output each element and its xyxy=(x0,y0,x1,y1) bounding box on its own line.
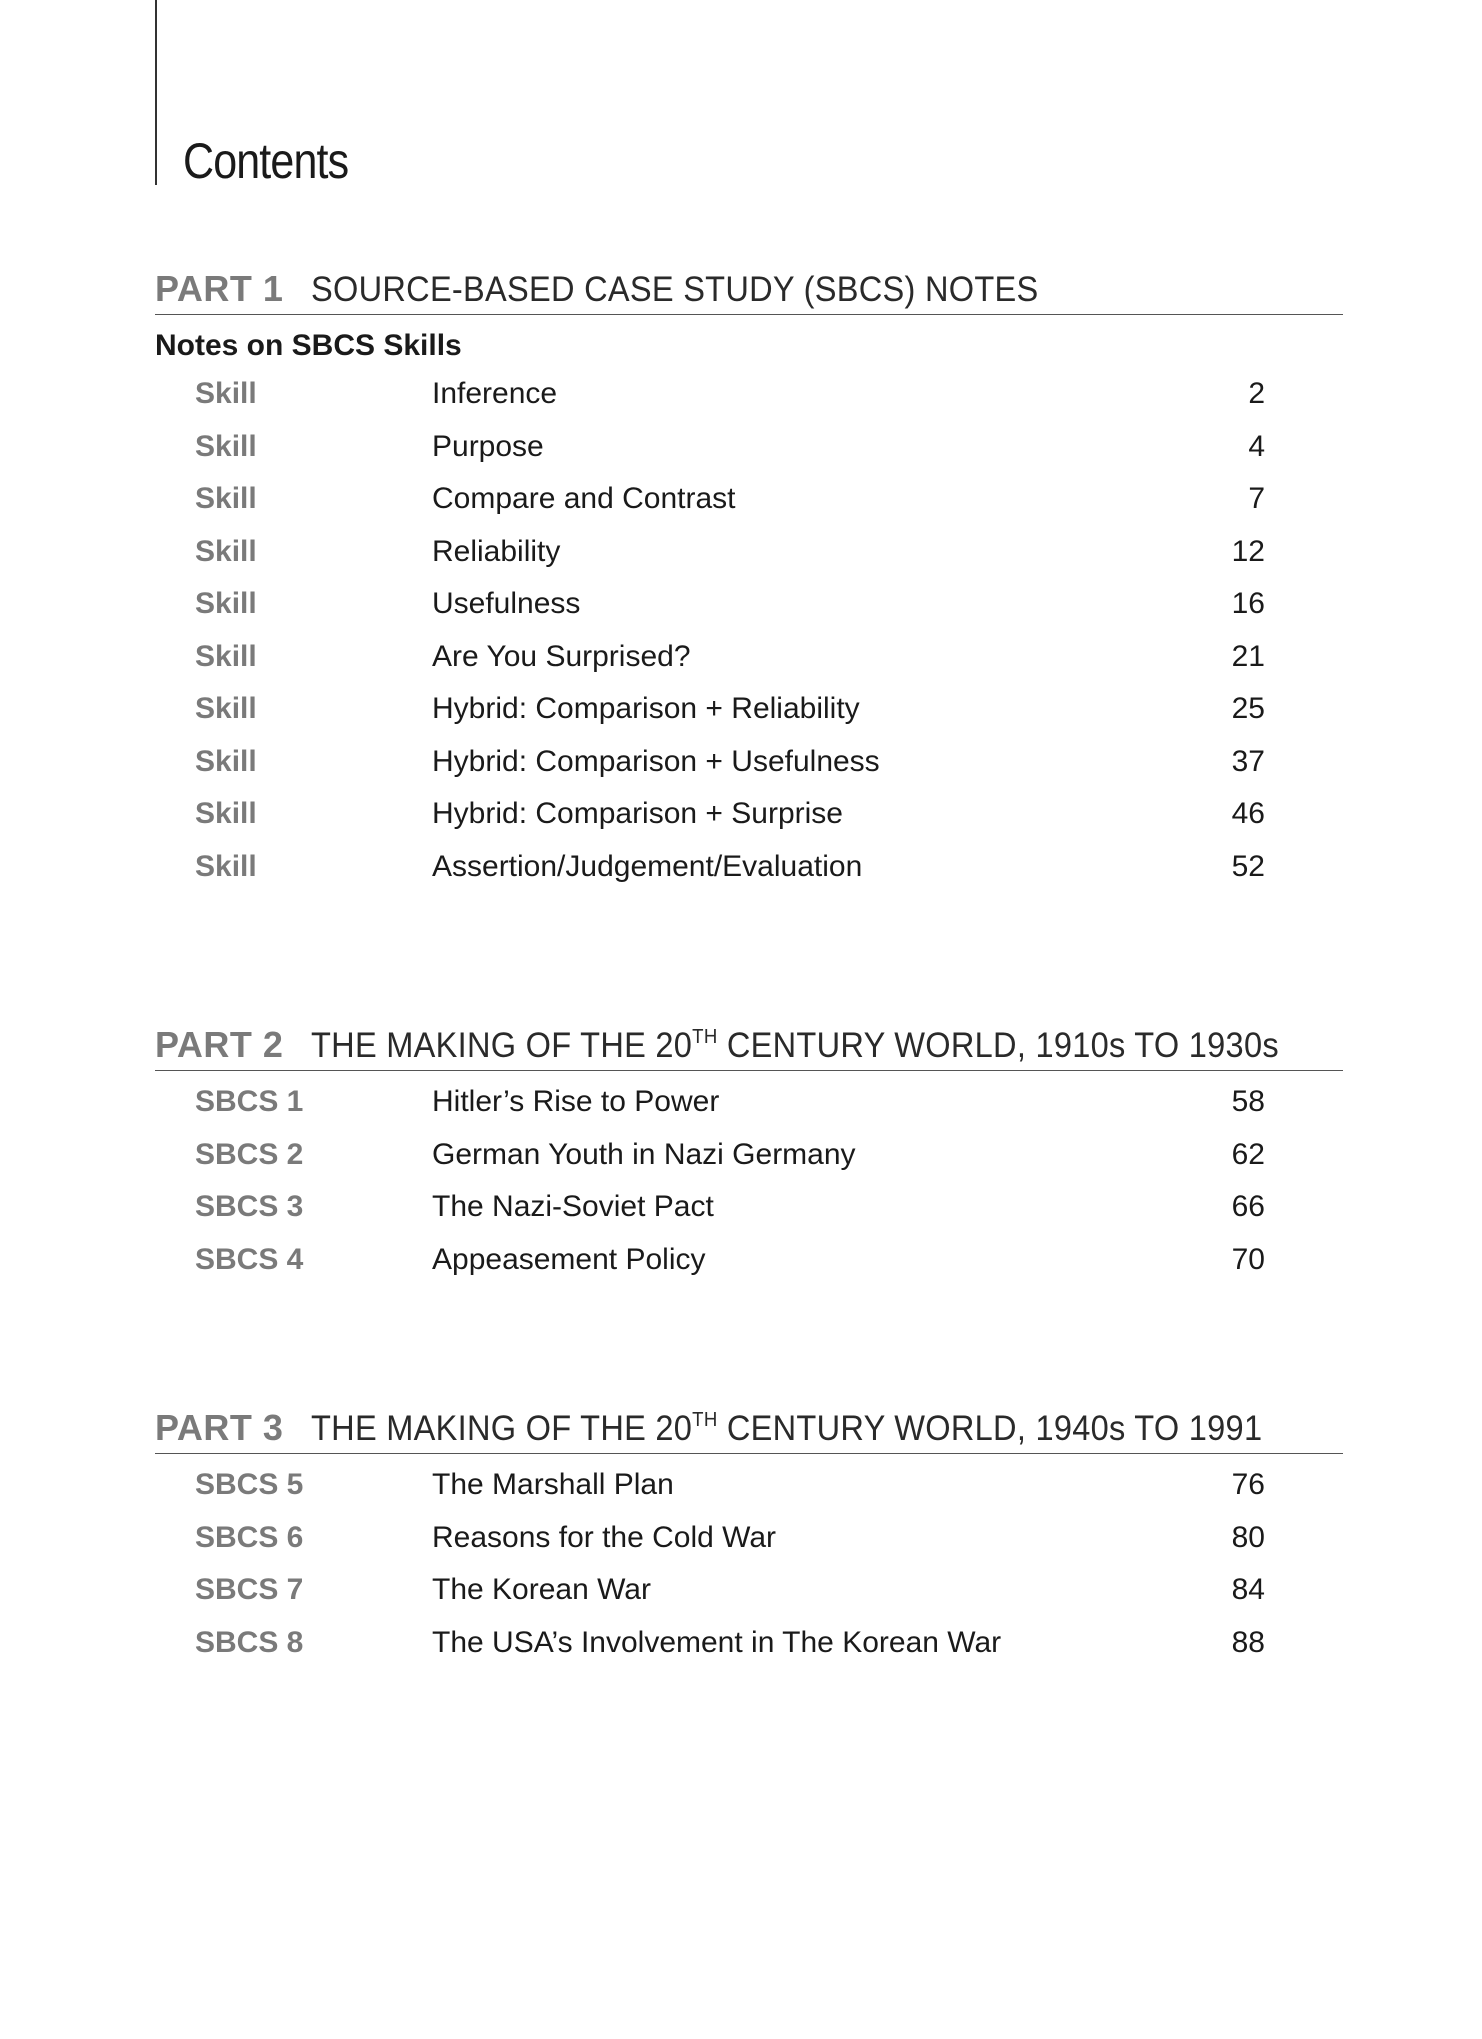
entry-kind: Skill xyxy=(195,534,257,568)
entry-title: Hybrid: Comparison + Reliability xyxy=(432,692,860,725)
section-subheading: Notes on SBCS Skills xyxy=(155,329,462,362)
entry-title: Hybrid: Comparison + Usefulness xyxy=(432,744,880,778)
entry-title: Reasons for the Cold War xyxy=(432,1520,777,1554)
toc-entry[interactable] xyxy=(155,692,1343,745)
toc-entry[interactable] xyxy=(155,1468,1343,1521)
entry-page-number: 2 xyxy=(1248,377,1265,410)
entry-page-number: 88 xyxy=(1231,1625,1265,1659)
part-1 xyxy=(155,268,1343,902)
entry-title: The USA’s Involvement in The Korean War xyxy=(432,1625,1002,1659)
entry-list xyxy=(155,1085,1343,1295)
toc-entry[interactable] xyxy=(155,587,1343,640)
entry-title: Usefulness xyxy=(432,587,581,620)
entry-kind: Skill xyxy=(195,744,257,778)
part-title: SOURCE-BASED CASE STUDY (SBCS) NOTES xyxy=(311,270,1039,309)
toc-entry[interactable] xyxy=(155,1138,1343,1191)
part-2 xyxy=(155,1024,1343,1295)
entry-kind: Skill xyxy=(195,377,257,410)
toc-entry[interactable] xyxy=(155,1085,1343,1138)
toc-entry[interactable] xyxy=(155,797,1343,850)
entry-kind: SBCS 2 xyxy=(195,1137,304,1171)
entry-title: Inference xyxy=(432,377,558,410)
entry-kind: SBCS 3 xyxy=(195,1190,304,1223)
entry-page-number: 80 xyxy=(1231,1520,1265,1554)
entry-page-number: 66 xyxy=(1231,1190,1265,1223)
toc-entry[interactable] xyxy=(155,1573,1343,1626)
entry-page-number: 37 xyxy=(1231,744,1265,778)
entry-kind: SBCS 7 xyxy=(195,1573,304,1606)
part-label: PART 3 xyxy=(155,1407,284,1448)
toc-entry[interactable] xyxy=(155,745,1343,798)
part-title: THE MAKING OF THE 20TH CENTURY WORLD, 1940s TO 1991 xyxy=(311,1409,1263,1448)
entry-kind: Skill xyxy=(195,797,257,830)
entry-page-number: 62 xyxy=(1231,1137,1265,1171)
entry-title: The Marshall Plan xyxy=(432,1468,674,1501)
entry-page-number: 16 xyxy=(1231,587,1265,620)
entry-title: The Nazi-Soviet Pact xyxy=(432,1190,714,1223)
entry-page-number: 76 xyxy=(1231,1468,1265,1501)
entry-page-number: 46 xyxy=(1231,797,1265,830)
entry-kind: Skill xyxy=(195,482,257,515)
toc-entry[interactable] xyxy=(155,1521,1343,1574)
toc-entry[interactable] xyxy=(155,535,1343,588)
entry-title: Are You Surprised? xyxy=(432,639,691,673)
entry-page-number: 25 xyxy=(1231,692,1265,725)
toc-entry[interactable] xyxy=(155,482,1343,535)
part-label: PART 1 xyxy=(155,268,284,309)
entry-kind: SBCS 8 xyxy=(195,1625,304,1659)
part-heading xyxy=(155,1024,1343,1071)
entry-page-number: 70 xyxy=(1231,1242,1265,1276)
part-3 xyxy=(155,1407,1343,1678)
entry-page-number: 21 xyxy=(1231,639,1265,673)
part-heading xyxy=(155,268,1343,315)
entry-kind: SBCS 5 xyxy=(195,1468,304,1501)
entry-kind: SBCS 6 xyxy=(195,1520,304,1554)
entry-kind: SBCS 4 xyxy=(195,1242,304,1276)
entry-title: Reliability xyxy=(432,534,561,568)
part-title: THE MAKING OF THE 20TH CENTURY WORLD, 1910s TO 1930s xyxy=(311,1026,1279,1065)
entry-kind: Skill xyxy=(195,692,257,725)
toc-entry[interactable] xyxy=(155,1243,1343,1296)
entry-title: Hitler’s Rise to Power xyxy=(432,1085,720,1118)
entry-title: Purpose xyxy=(432,429,544,463)
entry-kind: SBCS 1 xyxy=(195,1085,304,1118)
toc-entry[interactable] xyxy=(155,377,1343,430)
entry-list xyxy=(155,1468,1343,1678)
entry-page-number: 84 xyxy=(1231,1573,1265,1606)
entry-page-number: 4 xyxy=(1248,429,1265,463)
entry-kind: Skill xyxy=(195,587,257,620)
entry-title: Hybrid: Comparison + Surprise xyxy=(432,797,843,830)
toc-entry[interactable] xyxy=(155,640,1343,693)
page-title: Contents xyxy=(183,133,349,189)
toc-entry[interactable] xyxy=(155,1190,1343,1243)
entry-kind: Skill xyxy=(195,429,257,463)
entry-page-number: 52 xyxy=(1231,849,1265,883)
toc-entry[interactable] xyxy=(155,430,1343,483)
toc-entry[interactable] xyxy=(155,1626,1343,1679)
part-label: PART 2 xyxy=(155,1024,284,1065)
entry-title: German Youth in Nazi Germany xyxy=(432,1137,856,1171)
entry-title: The Korean War xyxy=(432,1573,651,1606)
entry-title: Assertion/Judgement/Evaluation xyxy=(432,849,863,883)
entry-kind: Skill xyxy=(195,639,257,673)
toc-entry[interactable] xyxy=(155,850,1343,903)
entry-page-number: 7 xyxy=(1248,482,1265,515)
entry-title: Compare and Contrast xyxy=(432,482,736,515)
entry-page-number: 58 xyxy=(1231,1085,1265,1118)
entry-page-number: 12 xyxy=(1231,534,1265,568)
part-heading xyxy=(155,1407,1343,1454)
entry-list xyxy=(155,377,1343,902)
entry-kind: Skill xyxy=(195,849,257,883)
entry-title: Appeasement Policy xyxy=(432,1242,706,1276)
margin-rule xyxy=(155,0,157,185)
